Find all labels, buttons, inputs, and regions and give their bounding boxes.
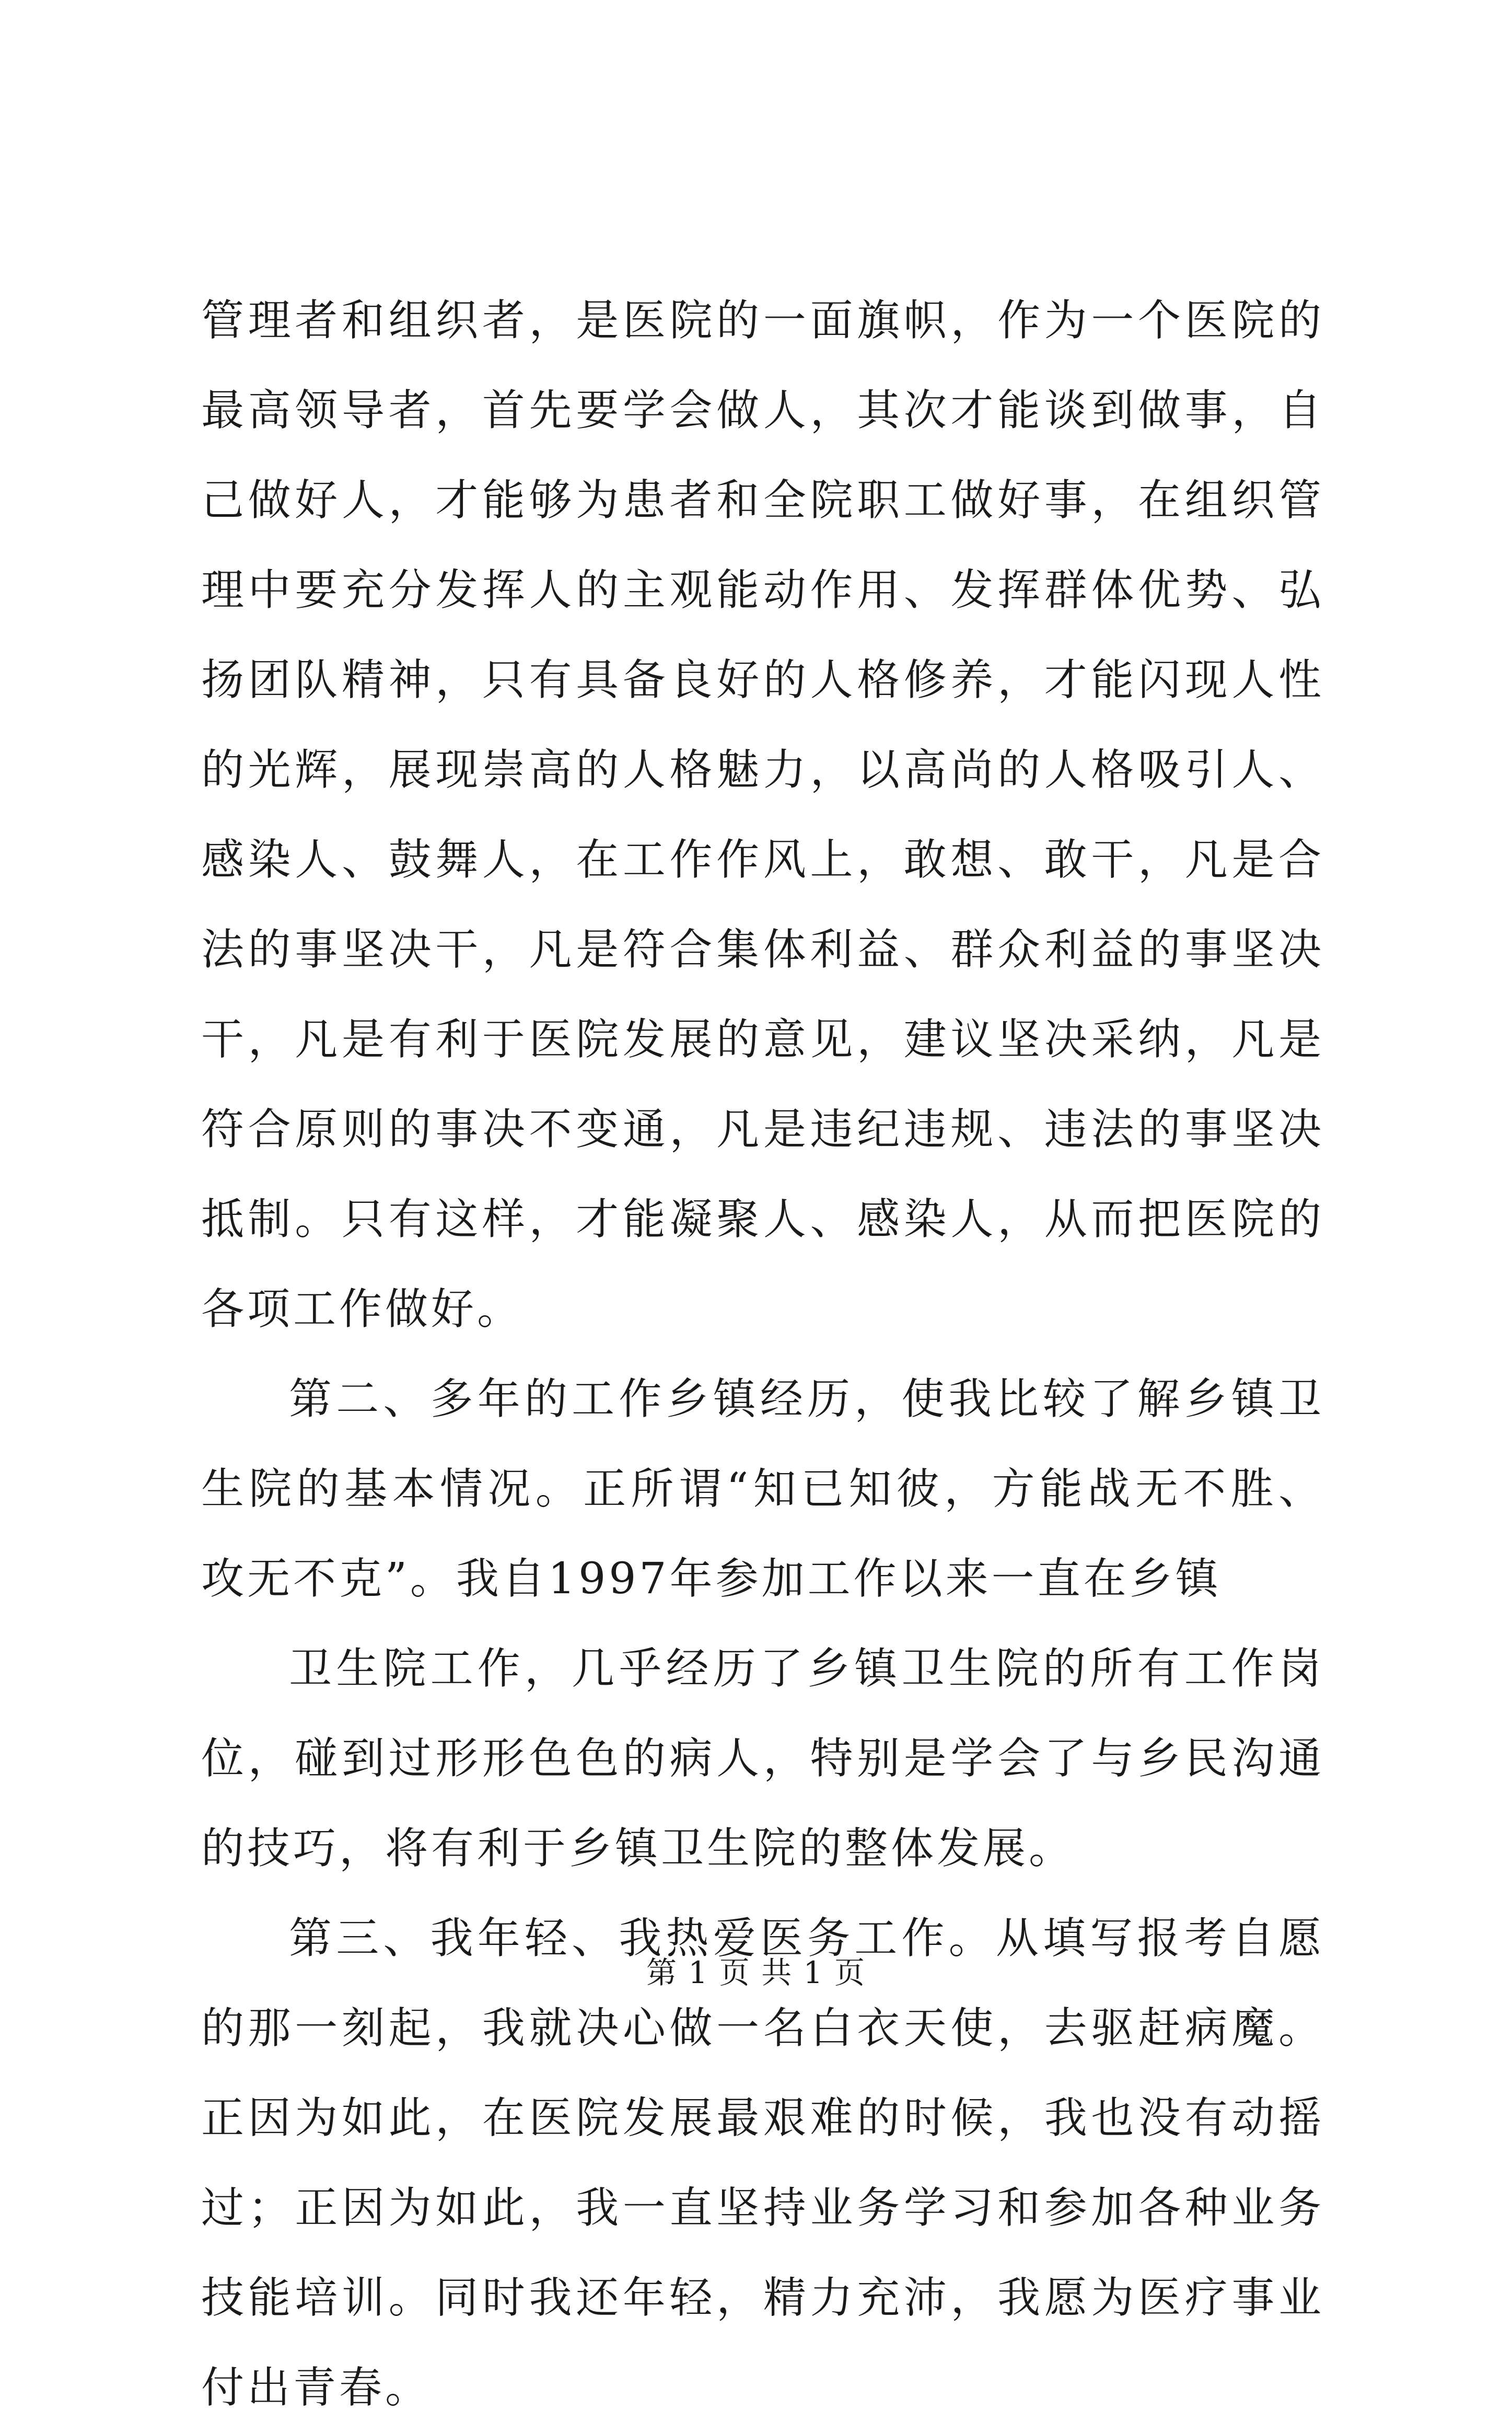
paragraph-continuation: 管理者和组织者，是医院的一面旗帜，作为一个医院的最高领导者，首先要学会做人，其次才能谈到做事，自己做好人，才能够为患者和全院职工做好事，在组织管理中要充分发挥人的主观能动作用、发挥群体优势、弘扬团队精神，只有具备良好的人格修养，才能闪现人性的光辉，展现崇高的人格魅力，以高尚的人格吸引人、感染人、鼓舞人，在工作作风上，敢想、敢干，凡是合法的事坚决干，凡是符合集体利益、群众利益的事坚决干，凡是有利于医院发展的意见，建议坚决采纳，凡是符合原则的事决不变通，凡是违纪违规、违法的事坚决抵制。只有这样，才能凝聚人、感染人，从而把医院的各项工作做好。 (201, 296, 1324, 1334)
paragraph-second-point-continued: 卫生院工作，几乎经历了乡镇卫生院的所有工作岗位，碰到过形形色色的病人，特别是学会了与乡民沟通的技巧，将有利于乡镇卫生院的整体发展。 (201, 1644, 1324, 1873)
document-body (201, 276, 1324, 2433)
paragraph-second-point: 第二、多年的工作乡镇经历，使我比较了解乡镇卫生院的基本情况。正所谓“知已知彼，方能战无不胜、攻无不克”。我自1997年参加工作以来一直在乡镇 (201, 1374, 1324, 1604)
paragraph-third-point: 第三、我年轻、我热爱医务工作。从填写报考自愿的那一刻起，我就决心做一名白衣天使，去驱赶病魔。正因为如此，在医院发展最艰难的时候，我也没有动摇过；正因为如此，我一直坚持业务学习和参加各种业务技能培训。同时我还年轻，精力充沛，我愿为医疗事业付出青春。 (201, 1914, 1324, 2413)
page-footer: 第 1 页 共 1 页 (646, 1955, 866, 1990)
